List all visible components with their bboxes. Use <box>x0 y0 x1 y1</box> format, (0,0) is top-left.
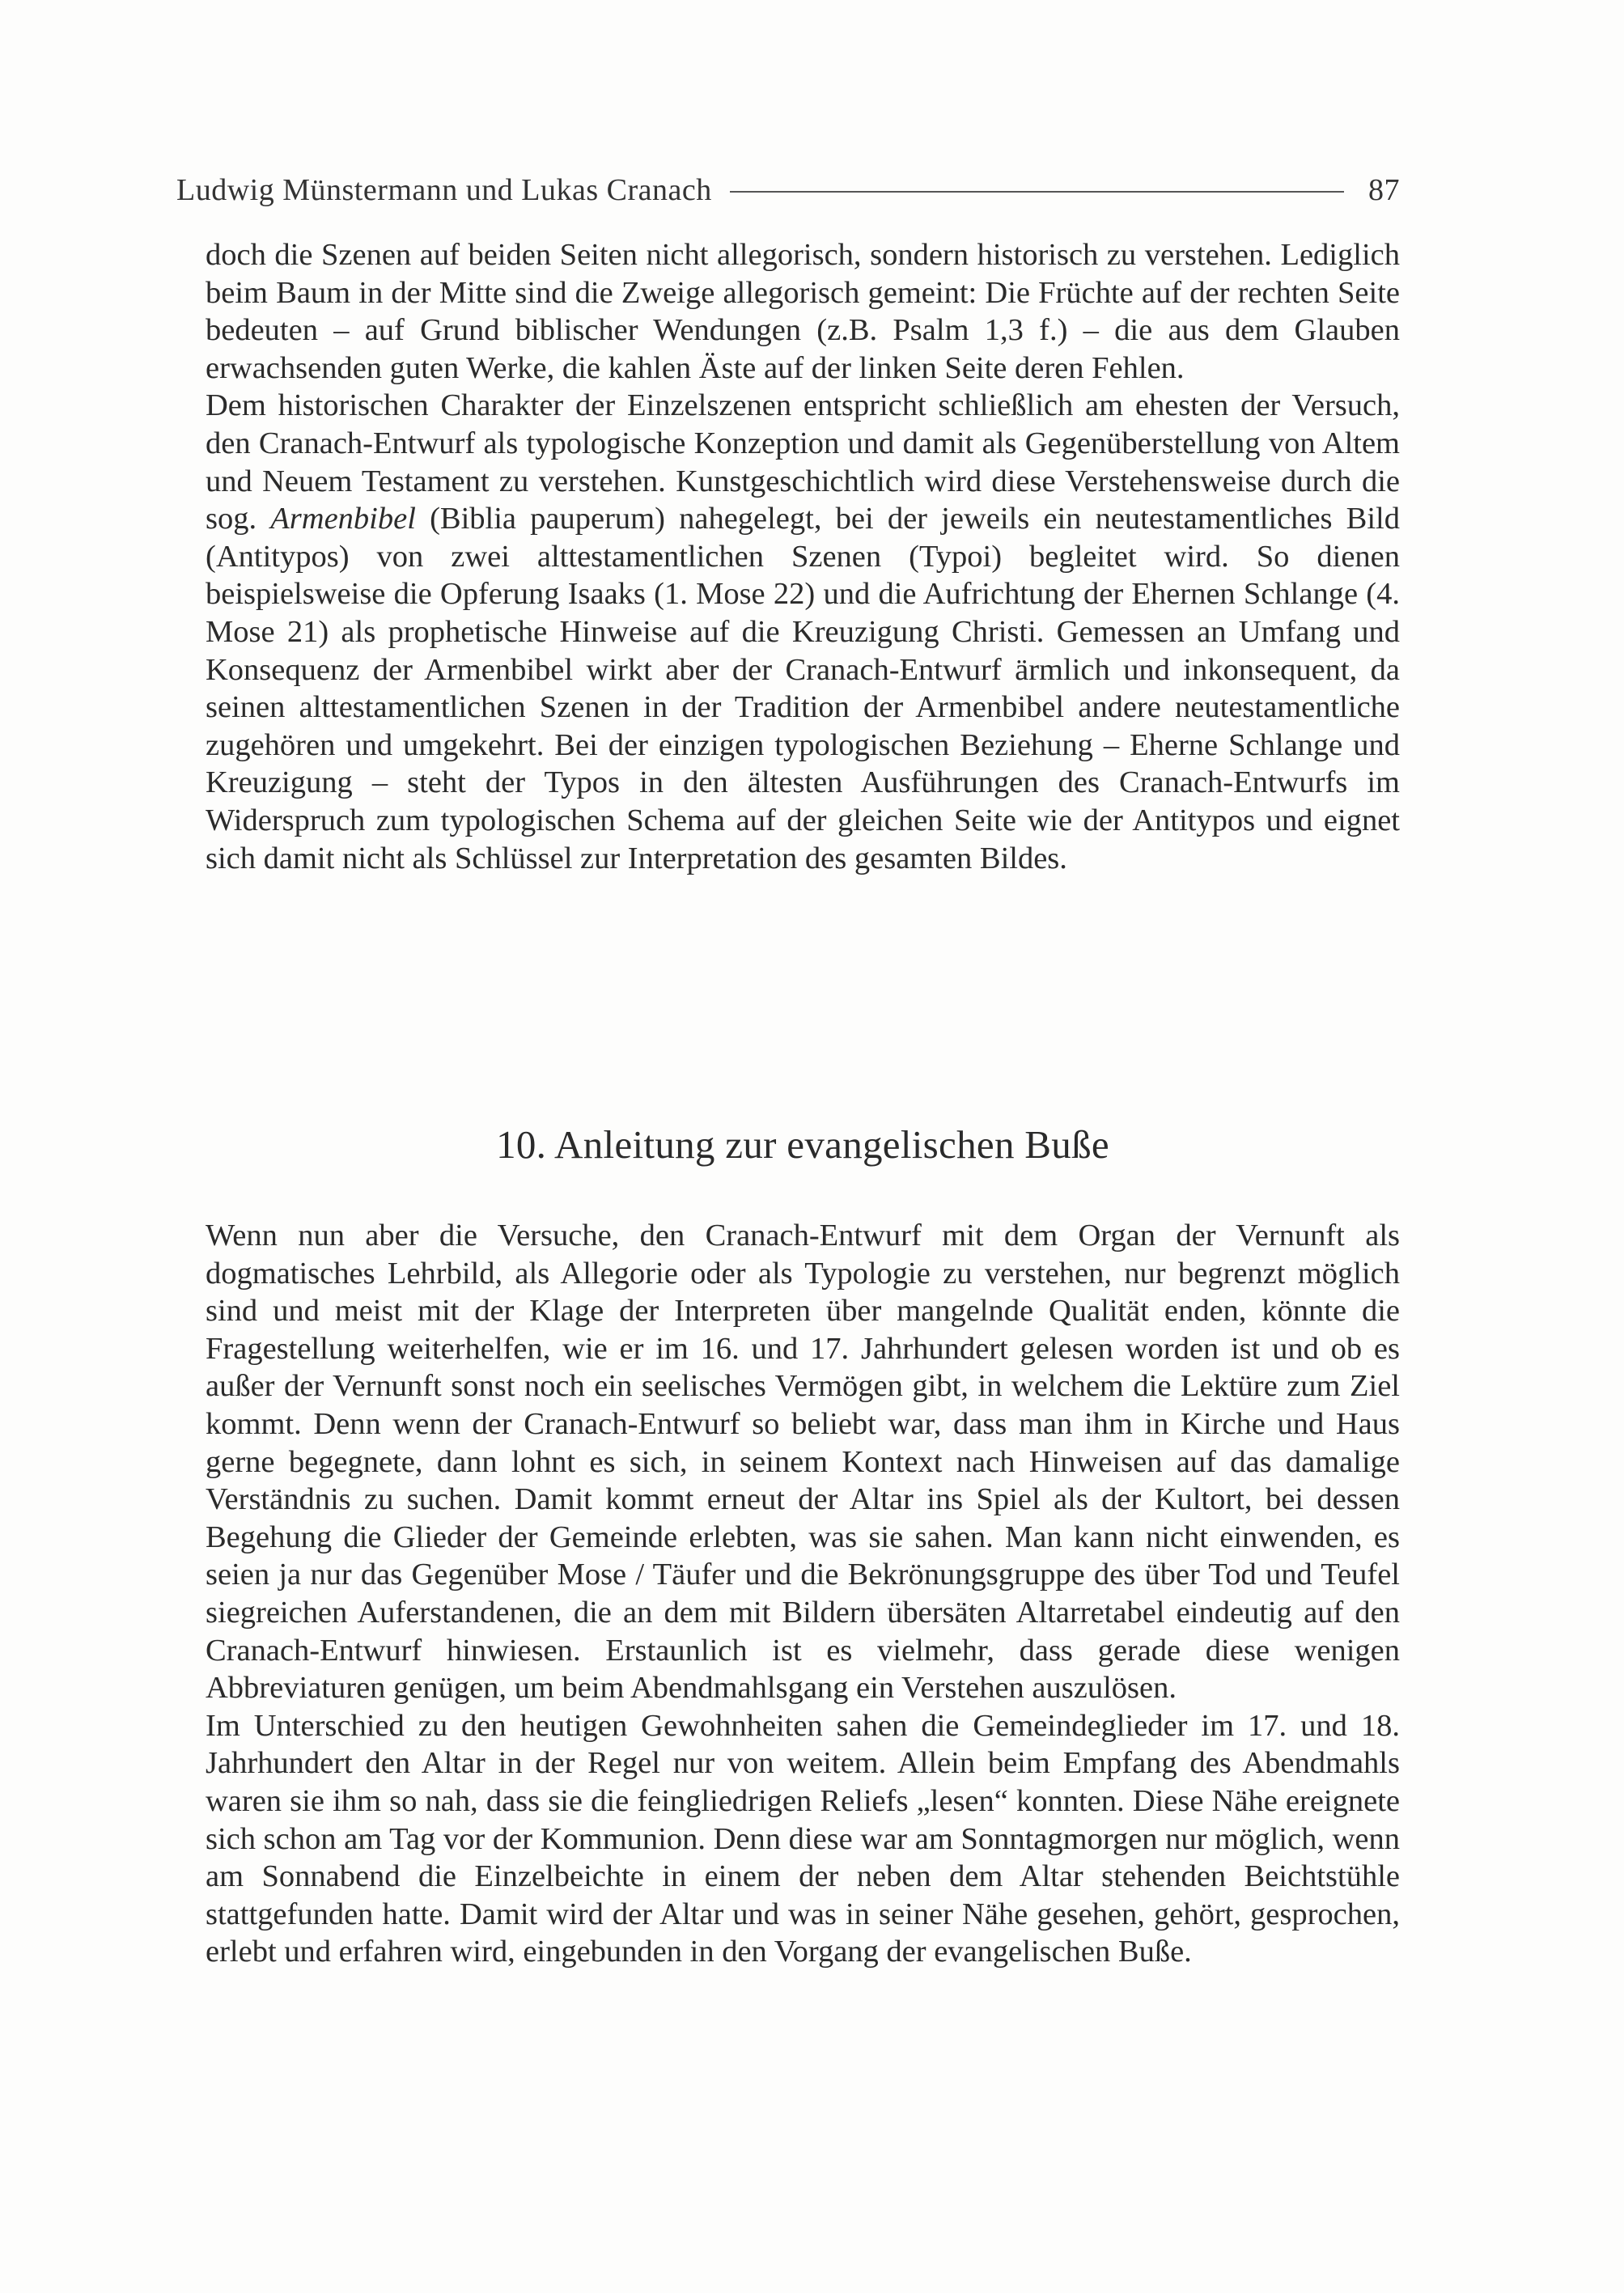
italic-term: Armenbibel <box>270 502 416 536</box>
text-block-lower <box>206 1217 1400 1971</box>
paragraph-text: (Biblia pauperum) nahegelegt, bei der jeweils ein neutestamentliches Bild (Antitypos) von zwei alttestamentlichen Szenen (Typoi) begleitet wird. So dienen beispielsweise die Opferung Isaaks (1. Mose 22) und die Aufrichtung der Ehernen Schlange (4. Mose 21) als prophetische Hinweise auf die Kreuzigung Christi. Gemessen an Umfang und Konsequenz der Armenbibel wirkt aber der Cranach-Entwurf ärmlich und inkonsequent, da seinen alttestamentlichen Szenen in der Tradition der Armenbibel andere neutestamentliche zugehören und umgekehrt. Bei der einzigen typologischen Beziehung – Eherne Schlange und Kreuzigung – steht der Typos in den ältesten Ausführungen des Cranach-Entwurfs im Widerspruch zum typologischen Schema auf der gleichen Seite wie der Antitypos und eignet sich damit nicht als Schlüssel zur Interpretation des gesamten Bildes. <box>206 502 1400 875</box>
paragraph: Im Unterschied zu den heutigen Gewohnheiten sahen die Gemeindeglieder im 17. und 18. Jahrhundert den Altar in der Regel nur von weitem. Allein beim Empfang des Abendmahls waren sie ihm so nah, dass sie die feingliedrigen Reliefs „lesen“ konnten. Diese Nähe ereignete sich schon am Tag vor der Kommunion. Denn diese war am Sonntagmorgen nur möglich, wenn am Sonnabend die Einzelbeichte in einem der neben dem Altar stehenden Beichtstühle stattgefunden hatte. Damit wird der Altar und was in seiner Nähe gesehen, gehört, gesprochen, erlebt und erfahren wird, eingebunden in den Vorgang der evangelischen Buße. <box>206 1708 1400 1969</box>
paragraph: Wenn nun aber die Versuche, den Cranach-Entwurf mit dem Organ der Vernunft als dogmatisches Lehrbild, als Allegorie oder als Typologie zu verstehen, nur begrenzt möglich sind und meist mit der Klage der Interpreten über mangelnde Qualität enden, könnte die Fragestellung weiterhelfen, wie er im 16. und 17. Jahrhundert gelesen worden ist und ob es außer der Vernunft sonst noch ein seelisches Vermögen gibt, in welchem die Lektüre zum Ziel kommt. Denn wenn der Cranach-Entwurf so beliebt war, dass man ihm in Kirche und Haus gerne begegnete, dann lohnt es sich, in seinem Kontext nach Hinweisen auf das damalige Verständnis zu suchen. Damit kommt erneut der Altar ins Spiel als der Kultort, bei dessen Begehung die Glieder der Gemeinde erlebten, was sie sahen. Man kann nicht einwenden, es seien ja nur das Gegenüber Mose / Täufer und die Bekrönungsgruppe des über Tod und Teufel siegreichen Auferstandenen, die an dem mit Bildern übersäten Altarretabel eindeutig auf den Cranach-Entwurf hinwiesen. Erstaunlich ist es vielmehr, dass gerade diese wenigen Abbreviaturen genügen, um beim Abendmahlsgang ein Verstehen auszulösen. <box>206 1219 1400 1706</box>
paragraph <box>206 387 1400 877</box>
text-block-upper <box>206 236 1400 877</box>
running-head-title: Ludwig Münstermann und Lukas Cranach <box>176 173 712 207</box>
running-head <box>176 166 1400 214</box>
section-heading: 10. Anleitung zur evangelischen Buße <box>496 1122 1109 1167</box>
paragraph: doch die Szenen auf beiden Seiten nicht allegorisch, sondern historisch zu verstehen. Lediglich beim Baum in der Mitte sind die Zweige allegorisch gemeint: Die Früchte auf der rechten Seite bedeuten – auf Grund biblischer Wendungen (z.B. Psalm 1,3 f.) – die aus dem Glauben erwachsenden guten Werke, die kahlen Äste auf der linken Seite deren Fehlen. <box>206 238 1400 385</box>
running-head-rule <box>730 191 1344 193</box>
paragraph-text: Dem historischen Charakter der Einzelszenen entspricht schließlich am ehesten der Versuch, den Cranach-Entwurf als typologische Konzeption und damit als Gegenüberstellung von Altem und Neuem Testament zu verstehen. Kunstgeschichtlich wird diese Verstehensweise durch die sog. <box>206 388 1400 536</box>
page-number: 87 <box>1368 173 1400 207</box>
